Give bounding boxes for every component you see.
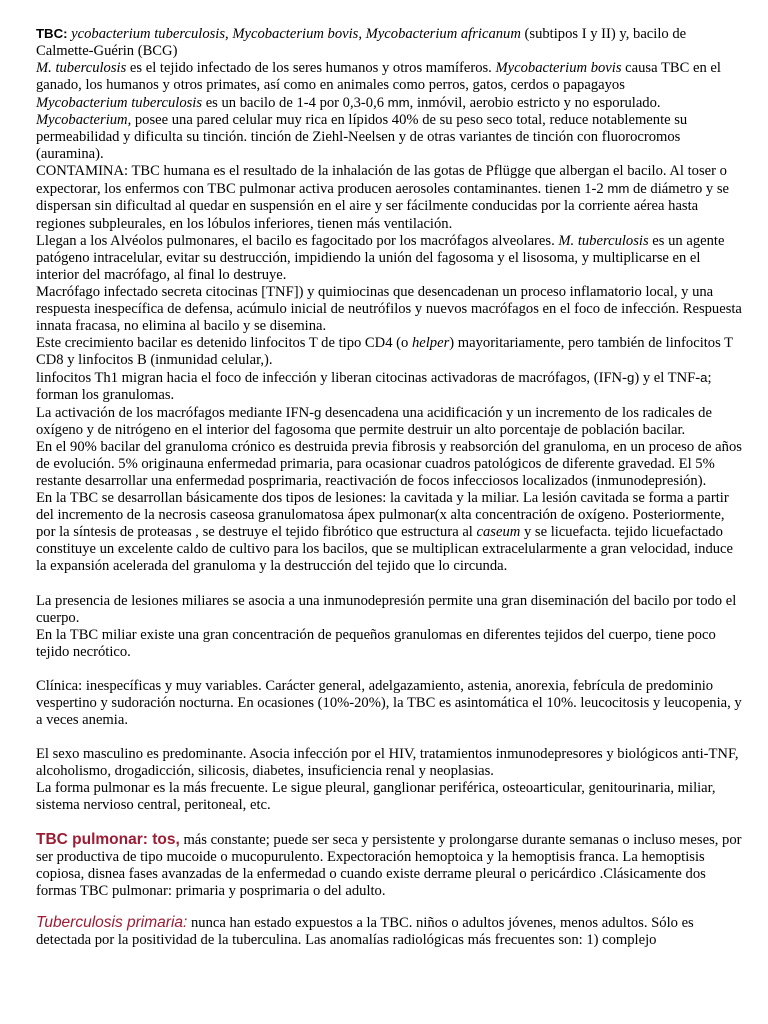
- paragraph-tbc-pulmonar: [36, 831, 744, 900]
- paragraph-mtb-hosts: [36, 60, 744, 94]
- text: y se licuefacta. tejido licuefactado constituye un excelente caldo de cultivo para los bacilos, que se multiplican extracelularmente a gran velocidad, induce la expansión acelerada del granuloma y la destrucción del tejido que lo circunda.: [36, 524, 733, 575]
- text: es un bacilo de 1-4 por 0,3-0,6: [202, 95, 388, 112]
- term-m-tuberculosis: M. tuberculosis: [558, 232, 649, 249]
- symbol-alpha: a: [700, 369, 708, 385]
- text: más constante; puede ser seca y persistente y prolongarse durante semanas o incluso meses, por ser productiva de tipo mucoide o mucopurulento. Expectoración hemoptoica y la hemoptisis franca. La hemoptisis copiosa, disnea fases avanzadas de la enfermedad o cuando existe derrame pleural o pericárdico .Clásicamente dos formas TBC pulmonar: primaria y posprimaria o del adulto.: [36, 832, 742, 900]
- species-rest: (subtipos I y II) y, bacilo de Calmette-Guérin (BCG): [36, 26, 687, 60]
- paragraph-tbc-species: [36, 25, 744, 60]
- text: linfocitos Th1 migran hacia el foco de infección y liberan citocinas activadoras de macrófagos, (IFN-: [36, 369, 627, 386]
- paragraph-macrophage: Macrófago infectado secreta citocinas [TNF]) y quimiocinas que desencadenan un proceso inflamatorio local, y una respuesta inespecífica de defensa, acúmulo inicial de neutrófilos y nuevos macrófagos en el foco de infección. Respuesta innata fracasa, no elimina al bacilo y se disemina.: [36, 283, 742, 334]
- paragraph-tuberculosis-primaria: [36, 914, 744, 949]
- species-list: ycobacterium tuberculosis, Mycobacterium bovis, Mycobacterium africanum: [71, 26, 521, 42]
- paragraph-lesions: [36, 490, 744, 575]
- text: posee una pared celular muy rica en lípidos 40% de su peso seco total, reduce notablemente su permeabilidad y dificulta su tinción. tinción de Ziehl-Neelsen y de otras variantes de tinción con fluorocromos (auramina).: [36, 112, 688, 163]
- blank-line: [36, 814, 744, 831]
- paragraph-risk-factors: El sexo masculino es predominante. Asocia infección por el HIV, tratamientos inmunodepresores y biológicos anti-TNF, alcoholismo, drogadicción, silicosis, diabetes, insuficiencia renal y neoplasias.: [36, 745, 739, 779]
- paragraph-cell-wall: [36, 112, 744, 163]
- text: Llegan a los Alvéolos pulmonares, el bacilo es fagocitado por los macrófagos alveolares.: [36, 232, 559, 249]
- term-caseum: caseum: [476, 524, 521, 541]
- heading-tbc-pulmonar: TBC pulmonar: tos,: [36, 831, 180, 849]
- unit-mm: mm: [607, 181, 630, 197]
- text: ; forman los granulomas.: [36, 369, 712, 403]
- text: ) mayoritariamente, pero también de linfocitos T CD8 y linfocitos B (inmunidad celular,).: [36, 334, 733, 368]
- text: Este crecimiento bacilar es detenido linfocitos T de tipo CD4 (o: [36, 334, 412, 351]
- paragraph-contamination: [36, 163, 744, 232]
- blank-line: [36, 729, 744, 746]
- term-m-tuberculosis: M. tuberculosis: [36, 60, 127, 77]
- text: es el tejido infectado de los seres humanos y otros mamíferos.: [126, 60, 496, 77]
- text: desencadena una acidificación y un incremento de los radicales de oxígeno y de nitrógeno en el interior del fagosoma que permite destruir un alto porcentaje de población bacilar.: [36, 405, 712, 439]
- text: , inmóvil, aerobio estricto y no esporulado.: [409, 95, 661, 112]
- term-helper: helper: [411, 334, 450, 351]
- text: causa TBC en el ganado, los humanos y otros primates, así como en animales como perros, gatos, cerdos o papagayos: [36, 60, 721, 94]
- blank-line: [36, 576, 744, 593]
- text: ) y el TNF-: [634, 369, 701, 386]
- symbol-gamma: g: [626, 369, 635, 385]
- text: En la TBC se desarrollan básicamente dos tipos de lesiones: la cavitada y la miliar. La lesión cavitada se forma a partir del incremento de la necrosis caseosa granulomatosa ápex pulmonar(x alta concentración de oxígeno. Posteriormente, por la síntesis de proteasas , se destruye el tejido fibrótico que estructura al: [36, 490, 729, 541]
- term-mycobacterium-tuberculosis: Mycobacterium tuberculosis: [36, 95, 203, 112]
- paragraph-miliary: La presencia de lesiones miliares se asocia a una inmunodepresión permite una gran diseminación del bacilo por todo el cuerpo.: [36, 592, 737, 626]
- heading-tuberculosis-primaria: Tuberculosis primaria:: [36, 914, 188, 932]
- text: es un agente patógeno intracelular, evitar su destrucción, impidiendo la unión del fagosoma y el lisosoma, y multiplicarse en el interior del macrófago, al final lo destruye.: [36, 232, 725, 283]
- blank-line: [36, 900, 744, 914]
- unit-mm: mm: [387, 95, 410, 111]
- paragraph-morphology: [36, 94, 744, 112]
- text: CONTAMINA: TBC humana es el resultado de la inhalación de las gotas de Pflügge que albergan el bacilo. Al toser o expectorar, los enfermos con TBC pulmonar activa producen aerosoles contaminantes. tienen 1-2: [36, 163, 727, 198]
- paragraph-granuloma: En el 90% bacilar del granuloma crónico es destruida previa fibrosis y reabsorción del granuloma, en un proceso de años de evolución. 5% originauna enfermedad primaria, para ocasionar cuadros patológicos de diferente gravedad. El 5% restante desarrollar una enfermedad posprimaria, reactivación de focos infecciosos localizados (inmunodepresión).: [36, 439, 742, 490]
- paragraph-activation: [36, 404, 744, 439]
- text: de diámetro y se dispersan sin dificultad al quedar en suspensión en el aire y ser fácilmente conducidas por la corriente aérea hasta regiones subpleurales, en los lóbulos inferiores, tienen más ventilación.: [36, 181, 730, 232]
- text: La activación de los macrófagos mediante IFN-: [36, 405, 314, 422]
- blank-line: [36, 661, 744, 678]
- paragraph-th1: [36, 369, 744, 404]
- text: nunca han estado expuestos a la TBC. niños o adultos jóvenes, menos adultos. Sólo es detectada por la positividad de la tuberculina. Las anomalías radiológicas más frecuentes son: 1) complejo: [36, 915, 694, 949]
- term-m-bovis: Mycobacterium bovis: [495, 60, 622, 77]
- paragraph-clinical: Clínica: inespecíficas y muy variables. Carácter general, adelgazamiento, astenia, anorexia, febrícula de predominio vespertino y sudoración nocturna. En ocasiones (10%-20%), la TBC es asintomática el 10%. leucocitosis y leucopenia, y a veces anemia.: [36, 677, 742, 728]
- term-mycobacterium: Mycobacterium,: [36, 112, 132, 129]
- paragraph-miliary-tbc: En la TBC miliar existe una gran concentración de pequeños granulomas en diferentes tejidos del cuerpo, tiene poco tejido necrótico.: [36, 626, 716, 660]
- tbc-label: TBC:: [36, 26, 68, 41]
- paragraph-lymphocytes: [36, 335, 744, 369]
- paragraph-alveoli: [36, 233, 744, 284]
- symbol-gamma: g: [314, 405, 322, 421]
- paragraph-pulmonary-form: La forma pulmonar es la más frecuente. Le sigue pleural, ganglionar periférica, osteoarticular, genitourinaria, miliar, sistema nervioso central, peritoneal, etc.: [36, 779, 716, 813]
